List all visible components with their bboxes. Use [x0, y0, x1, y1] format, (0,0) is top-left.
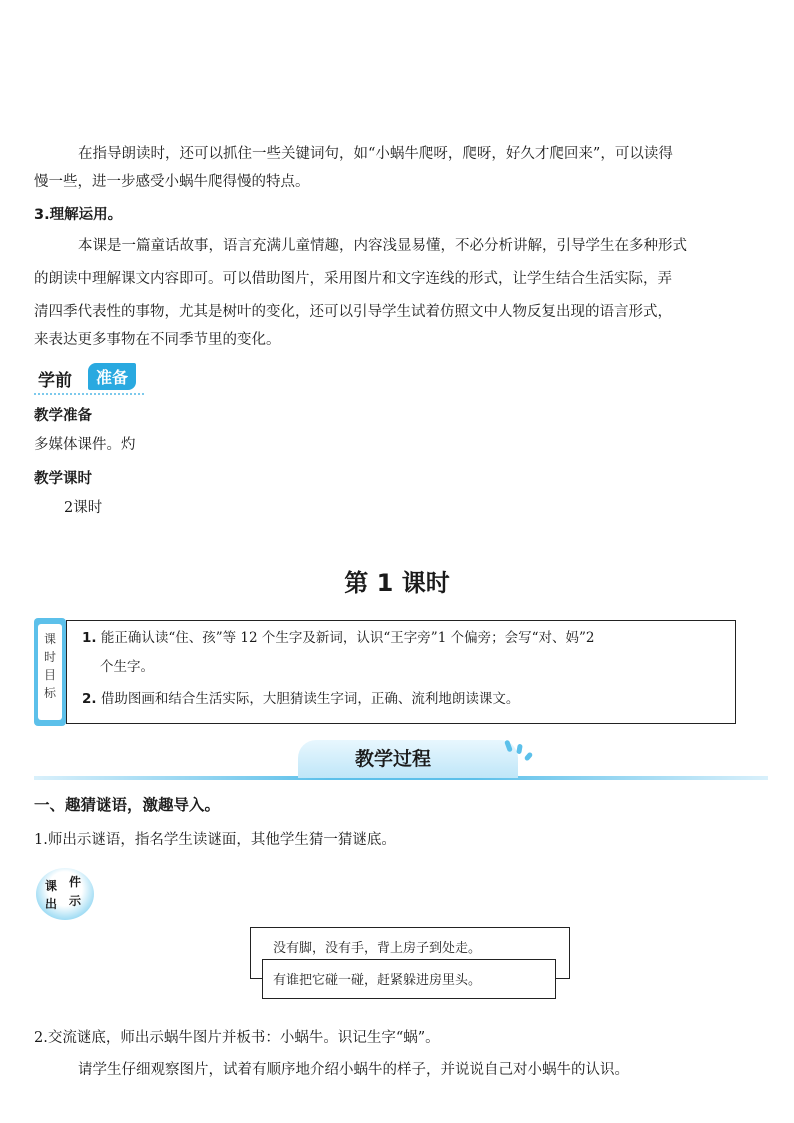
- goal-1-text: 能正确认读“住、孩”等 12 个生字及新词，认识“王字旁”1 个偏旁；会写“对、妈”2: [100, 630, 595, 646]
- goal-tab-char: 课: [43, 632, 56, 646]
- goal-2-number: 2.: [82, 691, 97, 707]
- goal-1-line-1: [82, 624, 728, 652]
- process-heading-1: 一、趣猜谜语，激趣导入。: [34, 796, 221, 814]
- goal-tab-char: 标: [43, 686, 56, 700]
- process-step-2: 2.交流谜底，师出示蜗牛图片并板书：小蜗牛。识记生字“蜗”。: [34, 1030, 440, 1046]
- section-heading-understand-apply: 3.理解运用。: [34, 207, 123, 223]
- goal-2-line: [82, 685, 728, 713]
- splash-decoration-icon: [524, 751, 534, 761]
- prep-heading: 教学准备: [34, 408, 92, 424]
- goal-1-number: 1.: [82, 630, 97, 646]
- intro-paragraph-2-line-3: 清四季代表性的事物，尤其是树叶的变化，还可以引导学生试着仿照文中人物反复出现的语言形式，: [34, 304, 672, 320]
- courseware-badge: [36, 868, 94, 920]
- prep-text: 多媒体课件。灼: [34, 437, 136, 453]
- prep-tag-label-b: 准备: [88, 363, 136, 390]
- goal-tab: [34, 618, 66, 726]
- process-step-1: 1.师出示谜语，指名学生读谜面，其他学生猜一猜谜底。: [34, 832, 396, 848]
- badge-char: 示: [69, 894, 82, 908]
- badge-char: 件: [69, 875, 82, 889]
- intro-paragraph-1-line-2: 慢一些，进一步感受小蜗牛爬得慢的特点。: [34, 174, 310, 190]
- badge-char: 课: [45, 879, 58, 893]
- prep-tag-underline: [34, 393, 144, 395]
- goal-2-text: 借助图画和结合生活实际，大胆猜读生字词，正确、流利地朗读课文。: [100, 691, 520, 707]
- hours-heading: 教学课时: [34, 471, 92, 487]
- riddle-card-front: [262, 959, 556, 999]
- goal-tab-char: 目: [43, 668, 56, 682]
- lesson-title: 第 1 课时: [344, 569, 450, 597]
- intro-paragraph-2-line-1: 本课是一篇童话故事，语言充满儿童情趣，内容浅显易懂，不必分析讲解，引导学生在多种形式: [78, 238, 687, 254]
- intro-paragraph-2-line-2: 的朗读中理解课文内容即可。可以借助图片，采用图片和文字连线的形式，让学生结合生活实际，弄: [34, 271, 672, 287]
- prep-tag-label-a: 学前: [38, 371, 72, 391]
- goal-1-line-2: 个生字。: [100, 659, 154, 675]
- intro-paragraph-2-line-4: 来表达更多事物在不同季节里的变化。: [34, 332, 281, 348]
- badge-char: 出: [45, 897, 58, 911]
- intro-paragraph-1-line-1: 在指导朗读时，还可以抓住一些关键词句，如“小蜗牛爬呀，爬呀，好久才爬回来”，可以读得: [78, 146, 673, 162]
- process-banner-title: 教学过程: [354, 748, 431, 770]
- splash-decoration-icon: [516, 744, 523, 755]
- riddle-line-1: 没有脚，没有手，背上房子到处走。: [273, 941, 482, 956]
- goal-tab-char: 时: [43, 650, 56, 664]
- process-step-2-detail: 请学生仔细观察图片，试着有顺序地介绍小蜗牛的样子，并说说自己对小蜗牛的认识。: [78, 1062, 629, 1078]
- hours-text: 2课时: [64, 500, 103, 516]
- riddle-line-2: 有谁把它碰一碰，赶紧躲进房里头。: [273, 973, 482, 988]
